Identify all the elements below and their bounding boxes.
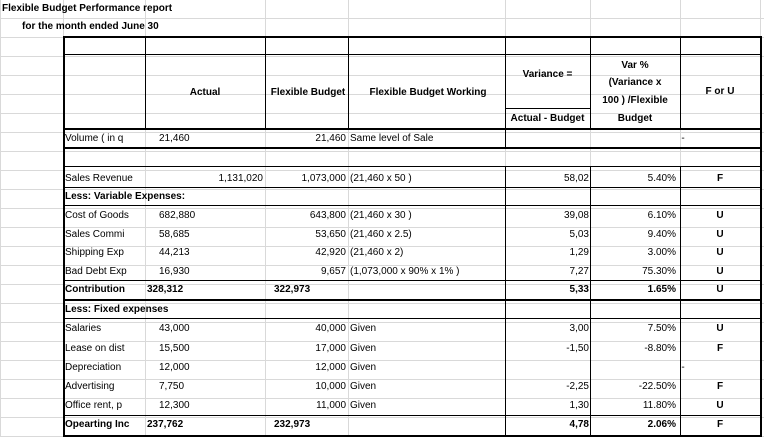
fixed-row-actual[interactable]: 12,300 xyxy=(159,400,190,411)
contribution-flex[interactable]: 322,973 xyxy=(274,284,311,295)
fixed-row-flex[interactable]: 11,000 xyxy=(316,400,346,411)
variable-row-actual[interactable]: 16,930 xyxy=(159,266,190,277)
fixed-row-pct[interactable]: -22.50% xyxy=(638,381,676,392)
variable-row-pct[interactable]: 75.30% xyxy=(642,266,676,277)
header-variance-bottom: Actual - Budget xyxy=(510,113,585,124)
sales-working[interactable]: (21,460 x 50 ) xyxy=(350,173,412,184)
contribution-actual[interactable]: 328,312 xyxy=(147,284,184,295)
sales-actual[interactable]: 1,131,020 xyxy=(218,173,263,184)
fixed-row-pct[interactable] xyxy=(592,359,678,376)
fixed-row-pct[interactable]: 11.80% xyxy=(642,400,676,411)
fixed-row-label[interactable]: Depreciation xyxy=(65,362,122,373)
fixed-row-actual[interactable]: 7,750 xyxy=(159,381,185,392)
fixed-row-label[interactable]: Lease on dist xyxy=(65,343,125,354)
fixed-row-variance[interactable] xyxy=(505,359,591,376)
variable-row-label[interactable]: Shipping Exp xyxy=(65,247,124,258)
sales-pct[interactable]: 5.40% xyxy=(647,173,676,184)
fixed-expenses-title[interactable]: Less: Fixed expenses xyxy=(65,304,169,315)
variable-row-pct[interactable]: 3.00% xyxy=(647,247,676,258)
report-title: Flexible Budget Performance report xyxy=(2,3,173,14)
operating-actual[interactable]: 237,762 xyxy=(147,419,184,430)
variable-row-label[interactable]: Sales Commi xyxy=(65,229,125,240)
fixed-row-variance[interactable]: -2,25 xyxy=(566,381,589,392)
operating-label[interactable]: Opearting Inc xyxy=(65,419,130,430)
volume-label[interactable]: Volume ( in q xyxy=(65,133,124,144)
variable-row-variance[interactable]: 5,03 xyxy=(569,229,589,240)
fixed-row-flex[interactable]: 40,000 xyxy=(315,323,346,334)
variable-expenses-title[interactable]: Less: Variable Expenses: xyxy=(65,191,186,202)
fixed-row-fu[interactable]: F xyxy=(716,381,724,392)
variable-row-actual[interactable]: 58,685 xyxy=(159,229,190,240)
fixed-row-working[interactable]: Given xyxy=(350,381,377,392)
fixed-row-fu[interactable]: - xyxy=(681,362,685,373)
variable-row-fu[interactable]: U xyxy=(716,210,724,221)
fixed-row-actual[interactable]: 12,000 xyxy=(159,362,190,373)
fixed-row-fu[interactable]: U xyxy=(716,400,724,411)
header-actual: Actual xyxy=(189,87,221,98)
fixed-row-label[interactable]: Advertising xyxy=(65,381,115,392)
fixed-row-working[interactable]: Given xyxy=(350,362,377,373)
variable-row-working[interactable]: (21,460 x 30 ) xyxy=(350,210,412,221)
header-varpct-3: 100 ) /Flexible xyxy=(602,95,668,106)
fixed-row-variance[interactable]: 3,00 xyxy=(569,323,589,334)
variable-row-pct[interactable]: 9.40% xyxy=(647,229,676,240)
variable-row-variance[interactable]: 1,29 xyxy=(569,247,589,258)
sales-label[interactable]: Sales Revenue xyxy=(65,173,133,184)
fixed-row-label[interactable]: Salaries xyxy=(65,323,102,334)
variable-row-flex[interactable]: 42,920 xyxy=(315,247,346,258)
fixed-row-variance[interactable]: 1,30 xyxy=(569,400,589,411)
fixed-row-working[interactable]: Given xyxy=(350,343,377,354)
fixed-row-variance[interactable]: -1,50 xyxy=(566,343,589,354)
operating-pct[interactable]: 2.06% xyxy=(647,419,676,430)
sales-variance[interactable]: 58,02 xyxy=(563,173,589,184)
variable-row-flex[interactable]: 9,657 xyxy=(320,266,346,277)
volume-actual[interactable]: 21,460 xyxy=(159,133,190,144)
variable-row-variance[interactable]: 7,27 xyxy=(569,266,589,277)
header-f-or-u: F or U xyxy=(705,86,735,97)
header-varpct-1: Var % xyxy=(621,60,649,71)
sales-flex[interactable]: 1,073,000 xyxy=(301,173,346,184)
fixed-row-actual[interactable]: 43,000 xyxy=(159,323,190,334)
variable-row-actual[interactable]: 682,880 xyxy=(159,210,196,221)
fixed-row-flex[interactable]: 12,000 xyxy=(315,362,346,373)
fixed-row-pct[interactable]: 7.50% xyxy=(647,323,676,334)
volume-fu[interactable]: - xyxy=(681,133,685,144)
variable-row-label[interactable]: Cost of Goods xyxy=(65,210,129,221)
variable-row-actual[interactable]: 44,213 xyxy=(159,247,190,258)
contribution-pct[interactable]: 1.65% xyxy=(647,284,676,295)
fixed-row-working[interactable]: Given xyxy=(350,400,377,411)
header-variance-top: Variance = xyxy=(522,69,573,80)
variable-row-fu[interactable]: U xyxy=(716,266,724,277)
variable-row-working[interactable]: (21,460 x 2.5) xyxy=(350,229,412,240)
variable-row-working[interactable]: (1,073,000 x 90% x 1% ) xyxy=(350,266,460,277)
volume-working[interactable]: Same level of Sale xyxy=(350,133,434,144)
variable-row-variance[interactable]: 39,08 xyxy=(563,210,589,221)
contribution-variance[interactable]: 5,33 xyxy=(569,284,589,295)
fixed-row-pct[interactable]: -8.80% xyxy=(644,343,676,354)
fixed-row-working[interactable]: Given xyxy=(350,323,377,334)
variable-row-pct[interactable]: 6.10% xyxy=(647,210,676,221)
header-working: Flexible Budget Working xyxy=(369,87,487,98)
variable-row-label[interactable]: Bad Debt Exp xyxy=(65,266,127,277)
variable-row-flex[interactable]: 643,800 xyxy=(309,210,346,221)
header-varpct-4: Budget xyxy=(617,113,653,124)
fixed-row-flex[interactable]: 17,000 xyxy=(315,343,346,354)
volume-flex[interactable]: 21,460 xyxy=(315,133,346,144)
variable-row-fu[interactable]: U xyxy=(716,247,724,258)
contribution-fu[interactable]: U xyxy=(716,284,724,295)
report-subtitle: for the month ended June 30 xyxy=(22,21,159,32)
header-flexible-budget: Flexible Budget xyxy=(270,87,346,98)
operating-flex[interactable]: 232,973 xyxy=(274,419,311,430)
operating-fu[interactable]: F xyxy=(716,419,724,430)
fixed-row-fu[interactable]: F xyxy=(716,343,724,354)
fixed-row-label[interactable]: Office rent, p xyxy=(65,400,123,411)
variable-row-flex[interactable]: 53,650 xyxy=(315,229,346,240)
variable-row-fu[interactable]: U xyxy=(716,229,724,240)
contribution-label[interactable]: Contribution xyxy=(65,284,125,295)
fixed-row-actual[interactable]: 15,500 xyxy=(159,343,190,354)
sales-fu[interactable]: F xyxy=(716,173,724,184)
fixed-row-flex[interactable]: 10,000 xyxy=(315,381,346,392)
operating-variance[interactable]: 4,78 xyxy=(569,419,589,430)
fixed-row-fu[interactable]: U xyxy=(716,323,724,334)
variable-row-working[interactable]: (21,460 x 2) xyxy=(350,247,404,258)
header-varpct-2: (Variance x xyxy=(608,77,662,88)
